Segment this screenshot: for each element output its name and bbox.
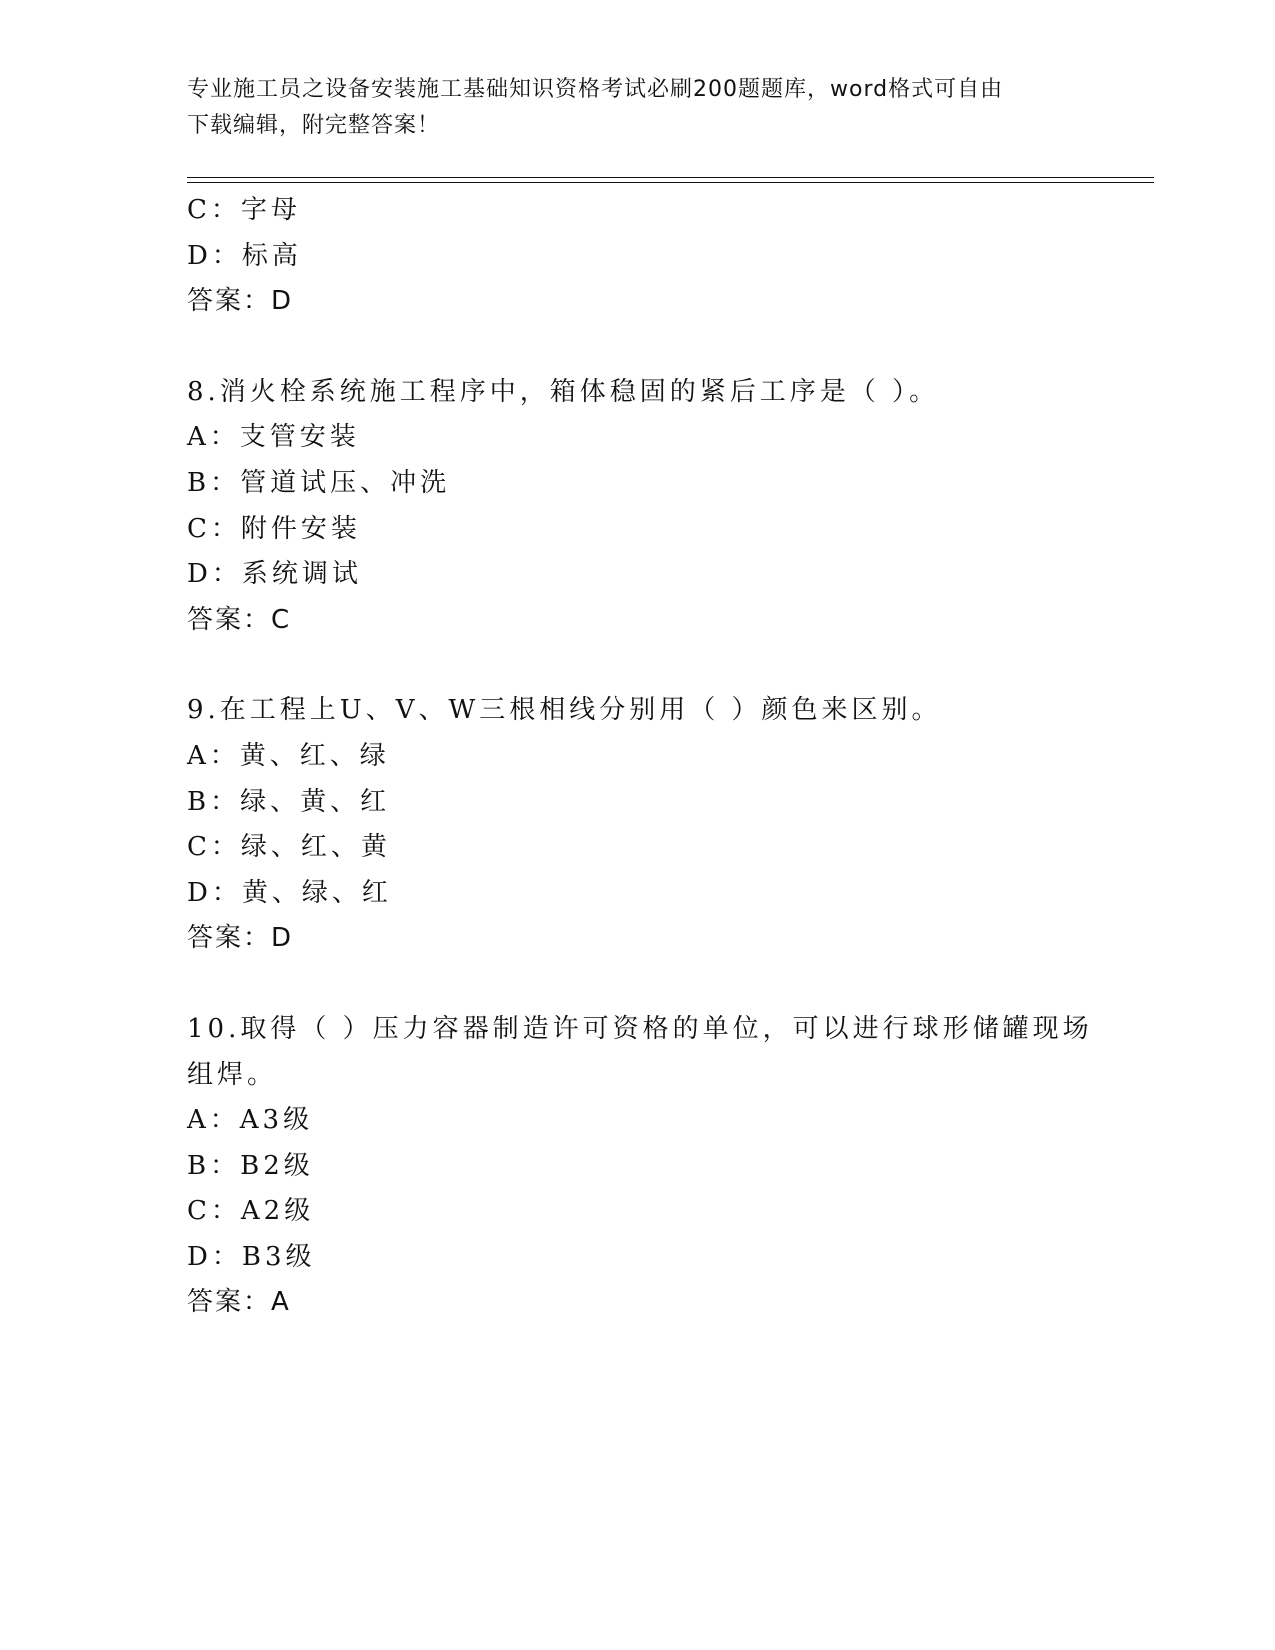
question-stem: 9.在工程上U、V、W三根相线分别用（ ）颜色来区别。 [187,695,942,726]
answer: 答案：A [187,1287,291,1318]
answer: 答案：D [187,286,294,317]
option-b: B：绿、黄、红 [187,786,391,817]
header-divider-top [187,177,1154,178]
option-a: A：A3级 [187,1105,314,1136]
question-stem: 8.消火栓系统施工程序中，箱体稳固的紧后工序是（ ）。 [187,376,940,407]
option-a: A：支管安装 [187,422,360,453]
option-c: C：绿、红、黄 [187,832,391,863]
header-line-1: 专业施工员之设备安装施工基础知识资格考试必刷200题题库，word格式可自由 [187,77,1004,102]
option-d: D：系统调试 [187,559,362,590]
option-b: B：管道试压、冲洗 [187,467,451,498]
option-d: D：B3级 [187,1241,316,1272]
option-d: D：黄、绿、红 [187,877,392,908]
question-9 [187,688,1087,962]
header-line-2: 下载编辑，附完整答案！ [187,113,441,138]
option-c: C：A2级 [187,1196,315,1227]
document-header [187,72,1067,144]
question-8 [187,370,1087,644]
spacer [187,643,1087,688]
option-c: C：字母 [187,195,301,225]
previous-question-tail [187,188,1087,325]
option-a: A：黄、红、绿 [187,740,390,771]
question-stem-line-2: 组焊。 [187,1059,278,1090]
question-stem-line-1: 10.取得（ ）压力容器制造许可资格的单位，可以进行球形储罐现场 [187,1013,1093,1044]
document-body [187,188,1093,1326]
option-d: D：标高 [187,240,302,271]
answer: 答案：D [187,923,294,954]
answer: 答案：C [187,604,292,635]
spacer [187,962,1087,1007]
header-divider-bottom [187,182,1154,183]
spacer [187,325,1087,370]
question-10 [187,1007,1093,1326]
option-c: C：附件安装 [187,513,361,544]
option-b: B：B2级 [187,1150,314,1181]
